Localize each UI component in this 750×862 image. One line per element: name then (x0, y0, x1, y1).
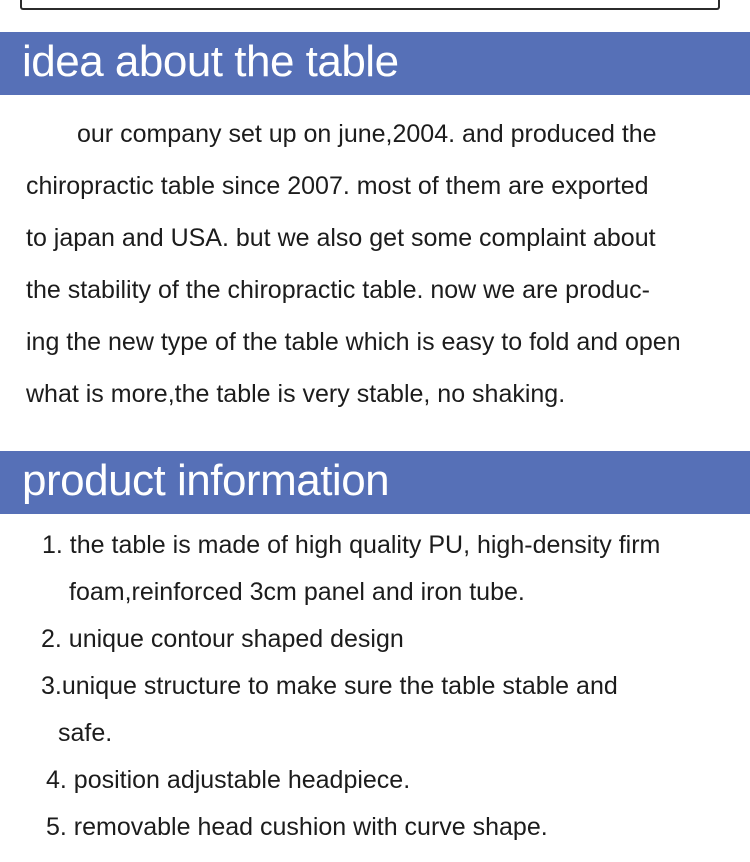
paragraph-line: our company set up on june,2004. and produced the (77, 120, 657, 148)
paragraph-line: the stability of the chiropractic table. now we are produc- (26, 276, 650, 304)
paragraph-line: chiropractic table since 2007. most of them are exported (26, 172, 649, 200)
list-item-continuation: foam,reinforced 3cm panel and iron tube. (69, 578, 525, 606)
paragraph-line: what is more,the table is very stable, no shaking. (26, 380, 566, 408)
product-section-title: product information (22, 456, 390, 505)
paragraph-line: to japan and USA. but we also get some complaint about (26, 224, 656, 252)
paragraph-line: ing the new type of the table which is easy to fold and open (26, 328, 681, 356)
product-section-header (0, 451, 750, 514)
list-item-continuation: safe. (58, 719, 113, 747)
list-item: 5. removable head cushion with curve shape. (46, 813, 548, 841)
idea-paragraph (26, 108, 750, 420)
list-item: 3.unique structure to make sure the table stable and (41, 672, 618, 700)
list-item: 4. position adjustable headpiece. (46, 766, 411, 794)
idea-section-title: idea about the table (22, 37, 399, 86)
list-item: 1. the table is made of high quality PU, high-density firm (42, 531, 661, 559)
list-item: 2. unique contour shaped design (41, 625, 404, 653)
top-frame-border (20, 0, 720, 10)
idea-section-header (0, 32, 750, 95)
